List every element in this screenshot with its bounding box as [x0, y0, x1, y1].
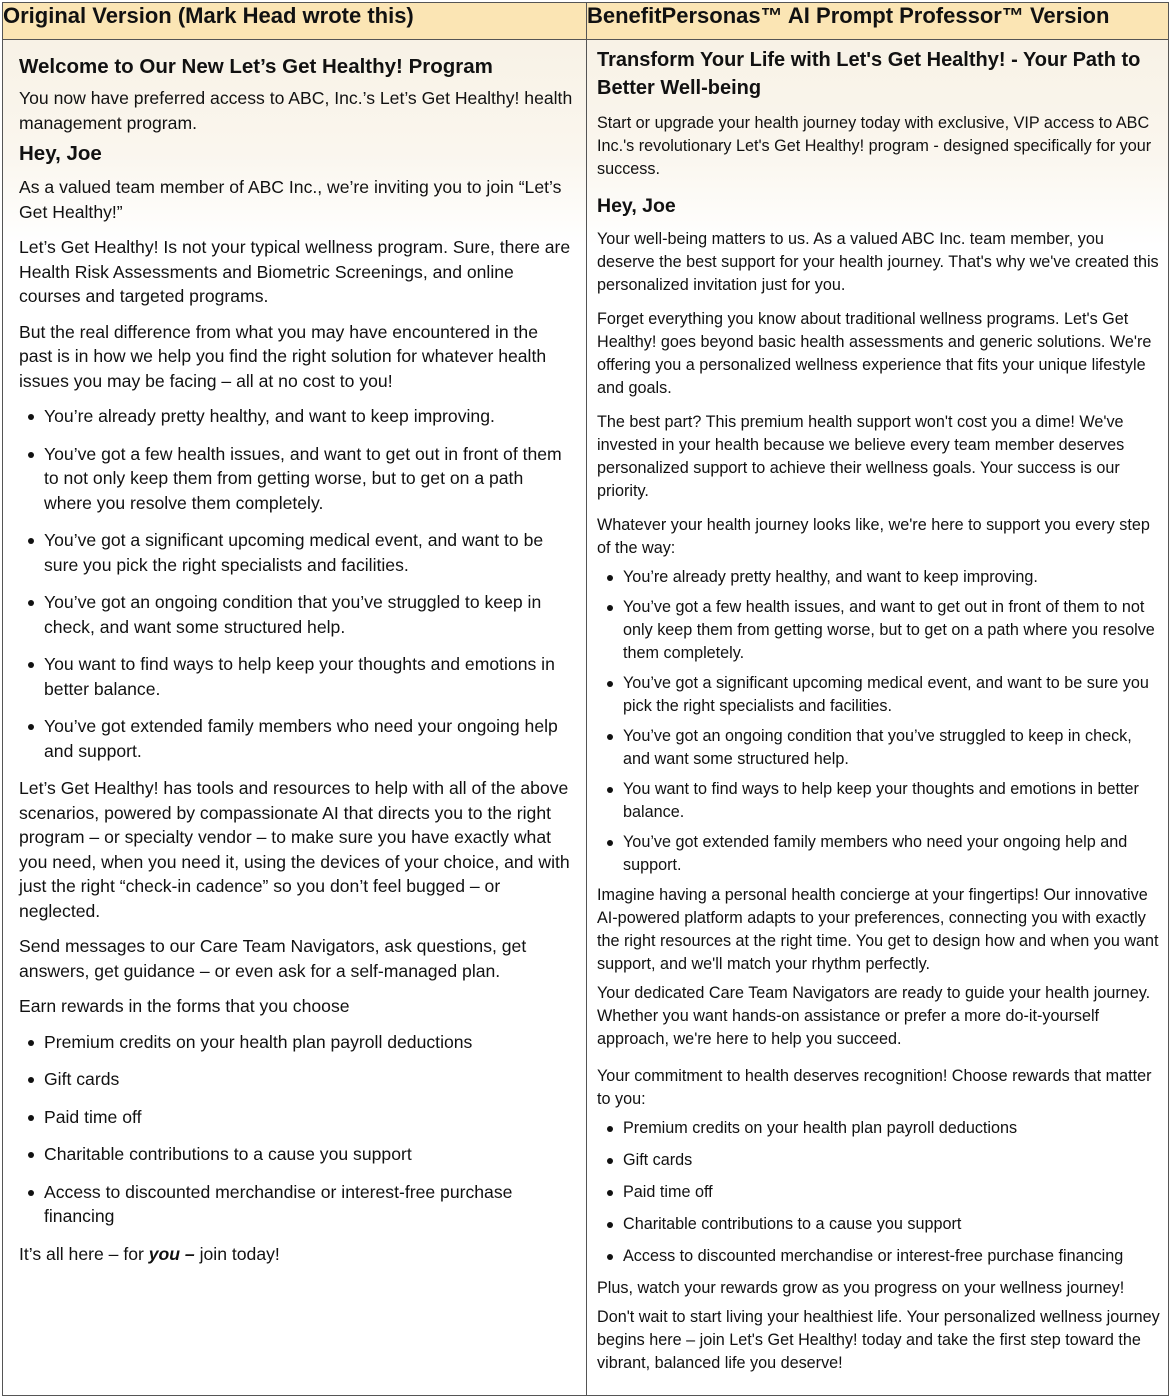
list-item: Access to discounted merchandise or interest-free purchase financing [19, 1180, 576, 1229]
original-paragraph: But the real difference from what you may have encountered in the past is in how we help you find the right solution for whatever health issues you may be facing – all at no cost to you! [19, 321, 547, 391]
closing-text: join today! [194, 1243, 280, 1264]
ai-paragraph: Your well-being matters to us. As a valued ABC Inc. team member, you deserve the best support for your health journey. That's why we've created this personalized invitation just for you. [597, 230, 1159, 294]
original-paragraph: Let’s Get Healthy! has tools and resources to help with all of the above scenarios, powered by compassionate AI that directs you to the right program – or specialty vendor – to make sure you have exactly what you need, when you need it, using the devices of your choice, and with just the right “check-in cadence” so you don’t feel bugged – or neglected. [19, 778, 570, 921]
list-item: You’re already pretty healthy, and want to keep improving. [19, 404, 576, 429]
ai-paragraph: The best part? This premium health support won't cost you a dime! We've invested in your health because we believe every team member deserves personalized support to achieve their wellness goals. Your success is our priority. [597, 413, 1125, 500]
closing-emphasis: you – [148, 1243, 195, 1264]
list-item: You want to find ways to help keep your thoughts and emotions in better balance. [19, 652, 576, 701]
list-item: Gift cards [19, 1067, 576, 1092]
list-item: You want to find ways to help keep your thoughts and emotions in better balance. [597, 778, 1160, 824]
ai-paragraph: Imagine having a personal health concierge at your fingertips! Our innovative AI-powered platform adapts to your preferences, connecting you with exactly the right resources at the right time. You get to design how and when you want support, and we'll match your rhythm perfectly. [597, 886, 1159, 973]
list-item: Paid time off [19, 1105, 576, 1130]
ai-scenario-list [597, 566, 1160, 877]
original-paragraph: Let’s Get Healthy! Is not your typical wellness program. Sure, there are Health Risk Assessments and Biometric Screenings, and online courses and targeted programs. [19, 237, 571, 306]
comparison-table [2, 2, 1169, 1396]
ai-paragraph: Plus, watch your rewards grow as you progress on your wellness journey! [597, 1279, 1125, 1297]
list-item: You’ve got a few health issues, and want to get out in front of them to not only keep them from getting worse, but to get on a path where you resolve them completely. [19, 442, 576, 516]
list-item: You’ve got a significant upcoming medical event, and want to be sure you pick the right specialists and facilities. [597, 672, 1160, 718]
ai-title: Transform Your Life with Let's Get Healthy! - Your Path to Better Well-being [597, 49, 1141, 99]
list-item: Access to discounted merchandise or interest-free purchase financing [597, 1245, 1160, 1268]
list-item: Premium credits on your health plan payroll deductions [19, 1030, 576, 1055]
original-scenario-list [19, 404, 576, 763]
list-item: Charitable contributions to a cause you support [19, 1142, 576, 1167]
list-item: You’ve got an ongoing condition that you’ve struggled to keep in check, and want some structured help. [597, 725, 1160, 771]
original-paragraph: Send messages to our Care Team Navigators, ask questions, get answers, get guidance – or even ask for a self-managed plan. [19, 936, 527, 981]
closing-text: It’s all here – for [19, 1243, 149, 1264]
original-intro: You now have preferred access to ABC, Inc.’s Let’s Get Healthy! health management program. [19, 88, 573, 133]
list-item: You’ve got extended family members who need your ongoing help and support. [19, 714, 576, 763]
list-item: Charitable contributions to a cause you support [597, 1213, 1160, 1236]
original-closing [19, 1242, 576, 1267]
list-item: Gift cards [597, 1149, 1160, 1172]
original-invite: As a valued team member of ABC Inc., we’re inviting you to join “Let’s Get Healthy!” [19, 177, 562, 222]
list-item: You’ve got a significant upcoming medical event, and want to be sure you pick the right specialists and facilities. [19, 528, 576, 577]
list-item: You’ve got extended family members who need your ongoing help and support. [597, 831, 1160, 877]
original-version-header: Original Version (Mark Head wrote this) [3, 3, 587, 40]
ai-closing: Don't wait to start living your healthiest life. Your personalized wellness journey begins here – join Let's Get Healthy! today and take the first step toward the vibrant, balanced life you deserve! [597, 1308, 1160, 1372]
original-rewards-intro: Earn rewards in the forms that you choose [19, 996, 350, 1016]
original-version-column [3, 40, 587, 1396]
original-title: Welcome to Our New Let’s Get Healthy! Program [19, 55, 493, 78]
ai-paragraph: Whatever your health journey looks like, we're here to support you every step of the way: [597, 516, 1150, 557]
list-item: You’ve got a few health issues, and want to get out in front of them to not only keep them from getting worse, but to get on a path where you resolve them completely. [597, 596, 1160, 665]
original-greeting: Hey, Joe [19, 142, 102, 165]
list-item: You’re already pretty healthy, and want to keep improving. [597, 566, 1160, 589]
ai-version-header: BenefitPersonas™ AI Prompt Professor™ Version [587, 3, 1169, 40]
list-item: Premium credits on your health plan payroll deductions [597, 1117, 1160, 1140]
ai-rewards-list [597, 1117, 1160, 1268]
ai-paragraph: Your dedicated Care Team Navigators are ready to guide your health journey. Whether you want hands-on assistance or prefer a more do-it-yourself approach, we're here to help you succeed. [597, 984, 1151, 1048]
list-item: Paid time off [597, 1181, 1160, 1204]
ai-intro: Start or upgrade your health journey today with exclusive, VIP access to ABC Inc.'s revolutionary Let's Get Healthy! program - designed specifically for your success. [597, 114, 1152, 178]
ai-version-column [587, 40, 1169, 1396]
ai-rewards-intro: Your commitment to health deserves recognition! Choose rewards that matter to you: [597, 1067, 1152, 1108]
ai-greeting: Hey, Joe [597, 195, 676, 217]
original-rewards-list [19, 1030, 576, 1229]
list-item: You’ve got an ongoing condition that you’ve struggled to keep in check, and want some structured help. [19, 590, 576, 639]
ai-paragraph: Forget everything you know about traditional wellness programs. Let's Get Healthy! goes beyond basic health assessments and generic solutions. We're offering you a personalized wellness experience that fits your unique lifestyle and goals. [597, 310, 1152, 397]
